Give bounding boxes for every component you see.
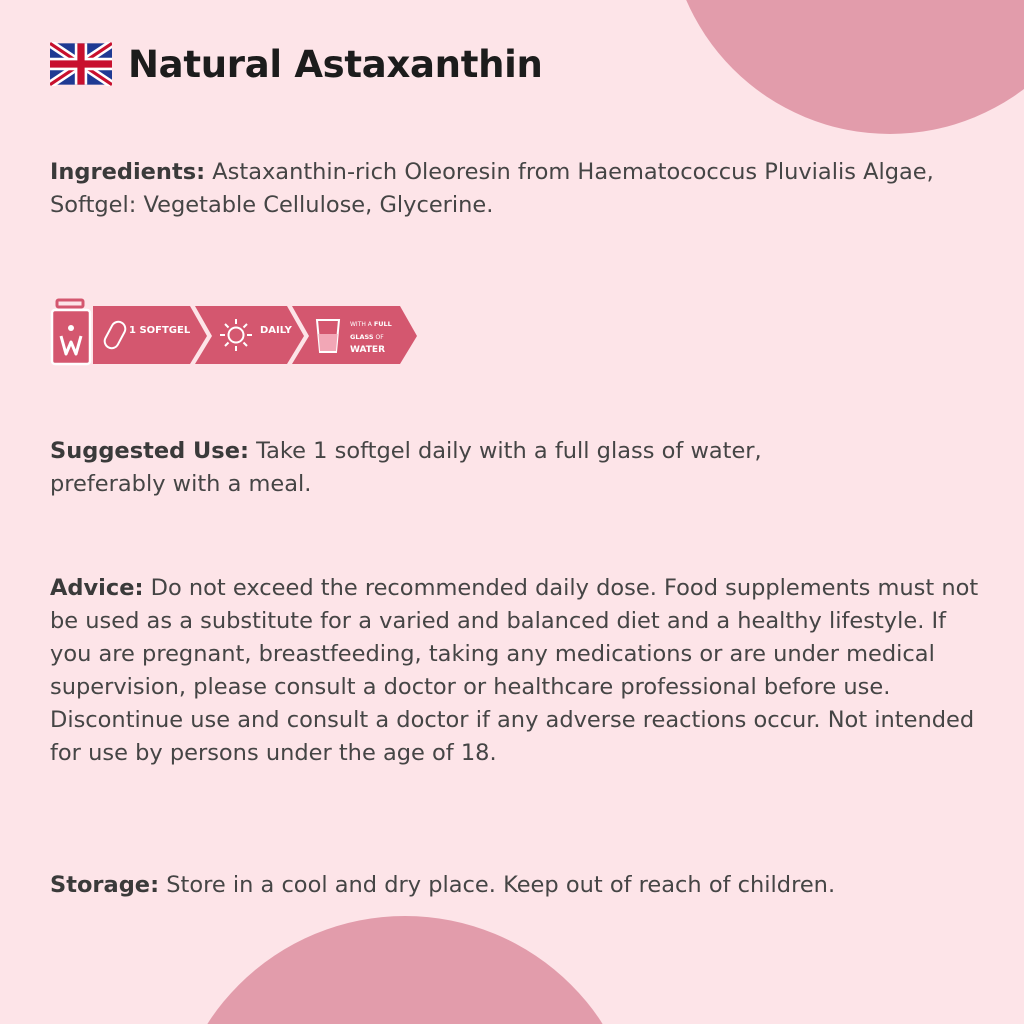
storage-text: Store in a cool and dry place. Keep out of reach of children.: [159, 872, 836, 898]
uk-flag-icon: [50, 42, 112, 86]
ingredients-section: [50, 156, 970, 222]
decorative-circle-top: [668, 0, 1024, 134]
ingredients-label: Ingredients:: [50, 159, 206, 185]
water-line1-a: WITH A: [350, 321, 374, 328]
dosage-softgel-label: 1 SOFTGEL: [129, 325, 191, 336]
dosage-daily-label: DAILY: [260, 325, 292, 336]
advice-label: Advice:: [50, 575, 144, 601]
storage-label: Storage:: [50, 872, 160, 898]
ingredients-text: Astaxanthin-rich Oleoresin from Haematococcus Pluvialis Algae, Softgel: Vegetable Cellulose, Glycerine.: [50, 159, 934, 218]
page-title: Natural Astaxanthin: [128, 42, 543, 86]
water-line3: WATER: [350, 345, 386, 355]
suggested-use-label: Suggested Use:: [50, 438, 249, 464]
decorative-circle-bottom: [170, 916, 640, 1024]
water-line2-a: GLASS: [350, 333, 374, 341]
header: [50, 42, 543, 86]
suggested-use-text: Take 1 softgel daily with a full glass of water, preferably with a meal.: [50, 438, 762, 497]
water-line2-b: OF: [373, 334, 384, 341]
advice-text: Do not exceed the recommended daily dose. Food supplements must not be used as a substitute for a varied and balanced diet and a healthy lifestyle. If you are pregnant, breastfeeding, taking any medications or are under medical supervision, please consult a doctor or healthcare professional before use. Discontinue use and consult a doctor if any adverse reactions occur. Not intended for use by persons under the age of 18.: [50, 575, 979, 766]
bottle-logo-icon: [52, 300, 90, 364]
dosage-water-label: [350, 316, 392, 355]
dosage-banner: [50, 298, 420, 368]
advice-section: [50, 572, 990, 770]
water-line1-b: FULL: [373, 320, 392, 328]
suggested-use-section: [50, 435, 850, 501]
storage-section: [50, 869, 990, 902]
